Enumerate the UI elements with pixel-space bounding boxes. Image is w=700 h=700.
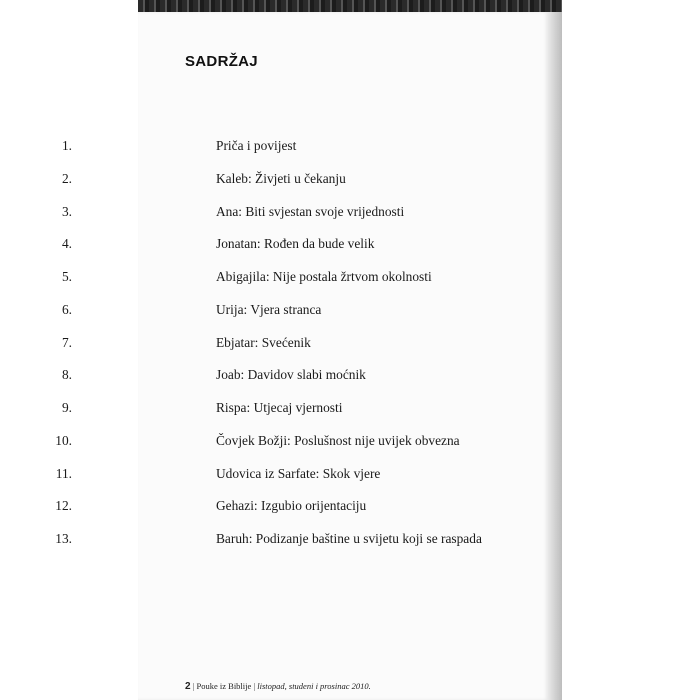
book-page [138, 12, 548, 700]
toc-entry-title: Joab: Davidov slabi moćnik [216, 367, 366, 383]
toc-entry [0, 236, 560, 256]
toc-entry-title: Rispa: Utjecaj vjernosti [216, 400, 343, 415]
toc-entry-title: Udovica iz Sarfate: Skok vjere [216, 465, 381, 481]
toc-entry [0, 269, 560, 289]
publication-period: listopad, studeni i prosinac 2010. [257, 681, 371, 691]
footer-separator: | [192, 681, 195, 691]
toc-entry-number: 3. [61, 203, 72, 219]
toc-entry [0, 400, 560, 420]
toc-entry-number: 2. [61, 170, 72, 186]
toc-entry-number: 12. [55, 498, 72, 514]
toc-entry-number: 8. [61, 367, 72, 383]
toc-entry [0, 171, 560, 191]
toc-entry-number: 1. [61, 138, 72, 153]
toc-entry [0, 204, 560, 224]
toc-entry [0, 531, 560, 551]
book-top-edge [138, 0, 562, 12]
toc-entry [0, 466, 560, 486]
page-title: SADRŽAJ [185, 53, 258, 70]
toc-entry-number: 5. [61, 269, 72, 284]
toc-entry [0, 367, 560, 387]
toc-entry-title: Jonatan: Rođen da bude velik [216, 236, 375, 252]
toc-entry-title: Baruh: Podizanje baštine u svijetu koji se raspada [216, 531, 482, 546]
book-spine [548, 12, 562, 700]
toc-entry-number: 7. [61, 334, 72, 350]
toc-entry-title: Gehazi: Izgubio orijentaciju [216, 498, 367, 514]
page-footer [185, 681, 371, 692]
toc-entry-number: 9. [61, 400, 72, 415]
toc-entry-title: Priča i povijest [216, 138, 297, 153]
toc-entry-title: Abigajila: Nije postala žrtvom okolnosti [216, 269, 432, 284]
toc-entry-number: 6. [61, 301, 72, 317]
footer-separator: | [253, 681, 256, 691]
toc-entry [0, 302, 560, 322]
toc-entry [0, 335, 560, 355]
toc-entry-title: Ebjatar: Svećenik [216, 334, 311, 350]
toc-entry-title: Čovjek Božji: Poslušnost nije uvijek obvezna [216, 432, 460, 448]
toc-entry [0, 138, 560, 158]
toc-entry-title: Kaleb: Živjeti u čekanju [216, 170, 346, 186]
page-number: 2 [185, 681, 191, 692]
publication-name: Pouke iz Biblije [196, 681, 252, 691]
toc-entry-number: 10. [55, 432, 72, 448]
toc-entry-number: 13. [55, 531, 72, 546]
toc-entry-number: 4. [61, 236, 72, 252]
toc-entry-title: Ana: Biti svjestan svoje vrijednosti [216, 203, 405, 219]
toc-entry-title: Urija: Vjera stranca [216, 301, 322, 317]
toc-entry-number: 11. [55, 465, 72, 481]
toc-entry [0, 433, 560, 453]
toc-entry [0, 498, 560, 518]
